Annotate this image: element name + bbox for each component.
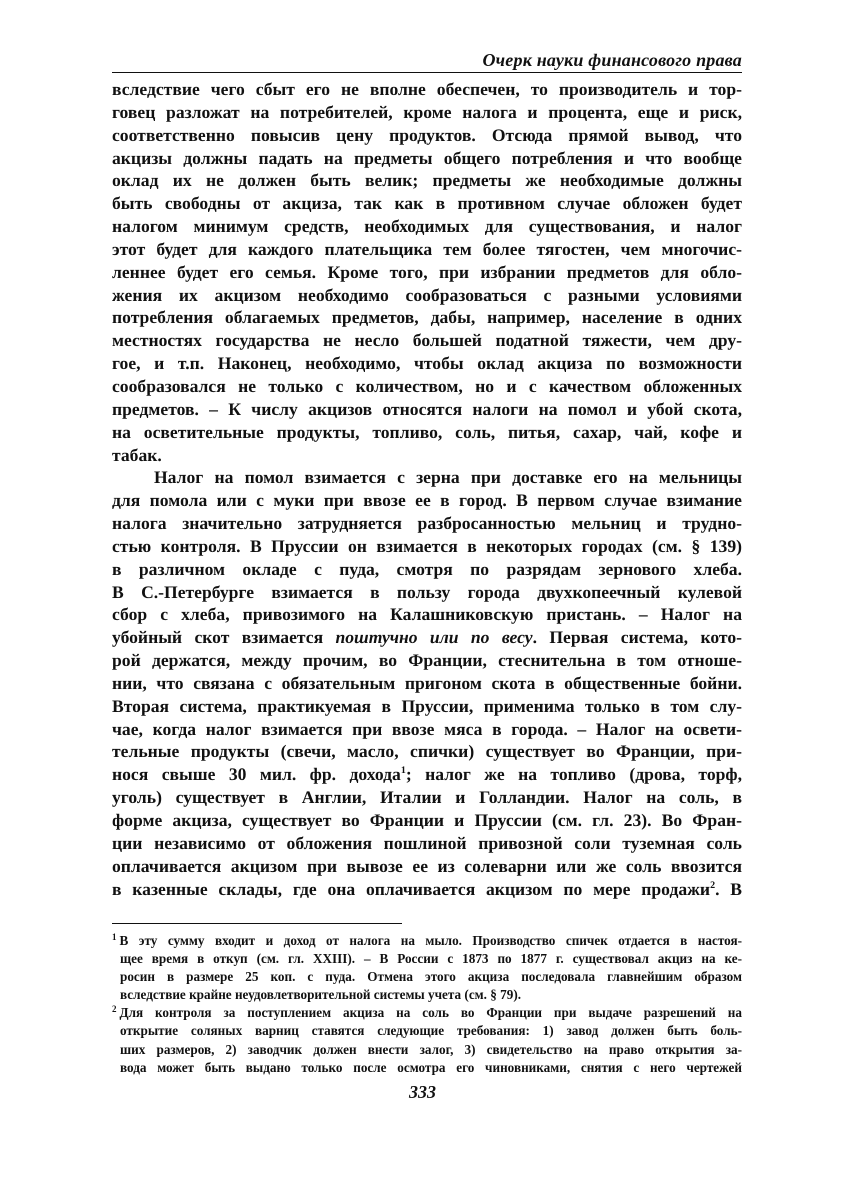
text-run: ; налог же на топливо (дрова, торф,: [405, 764, 742, 785]
text-line: [112, 763, 742, 786]
footnote-2-line: открытие соляных варниц ставятся следующие требования: 1) завод должен быть боль-: [120, 1023, 742, 1039]
header-rule: [112, 72, 742, 73]
footnote-number: 1: [112, 932, 117, 942]
footnote-separator: [112, 923, 402, 924]
footnote-ref-2[interactable]: 2: [710, 879, 716, 891]
footnotes: [112, 932, 742, 1077]
page-number: 333: [409, 1082, 436, 1102]
footnote-1-line: щее время в откуп (см. гл. XXIII). – В России с 1873 по 1877 г. существовал акциз на ке-: [120, 951, 742, 967]
text-line: для помола или с муки при ввозе ее в город. В первом случае взимание: [112, 490, 742, 511]
text-line: сообразовался не только с количеством, но и с качеством обложенных: [112, 375, 742, 396]
footnote-2-line: ших размеров, 2) заводчик должен внести залог, 3) свидетельство на право открытия за-: [120, 1041, 742, 1057]
text-line: ции независимо от обложения пошлиной привозной соли туземная соль: [112, 832, 742, 853]
text-line: [112, 626, 742, 649]
text-line: оклад их не должен быть велик; предметы же необходимые должны: [112, 170, 742, 191]
text-line: говец разложат на потребителей, кроме налога и процента, еще и риск,: [112, 101, 742, 122]
footnote-1-line: [112, 932, 742, 950]
text-run: нося свыше 30 мил. фр. дохода: [112, 764, 401, 785]
text-run: убойный скот взимается: [112, 627, 336, 648]
footnote-2-line: вода может быть выдано только после осмотра его чиновниками, снятия с него чертежей: [120, 1059, 742, 1075]
text-line: предметов. – К числу акцизов относятся налоги на помол и убой скота,: [112, 398, 742, 419]
footnote-ref-1[interactable]: 1: [400, 765, 406, 777]
footnote-number: 2: [112, 1004, 117, 1015]
text-run: в казенные склады, где она оплачивается акцизом по мере продажи: [112, 878, 711, 899]
text-line: налога значительно затрудняется разбросанностью мельниц и трудно-: [112, 513, 742, 534]
text-line: жения их акцизом необходимо сообразоваться с разными условиями: [112, 284, 742, 305]
footnote-2-line: [112, 1004, 742, 1022]
running-header-title: Очерк науки финансового права: [482, 50, 742, 70]
text-line: быть свободны от акциза, так как в противном случае обложен будет: [112, 193, 742, 214]
text-line: сбор с хлеба, привозимого на Калашниковскую пристань. – Налог на: [112, 604, 742, 625]
text-line: тельные продукты (свечи, масло, спички) существует во Франции, при-: [112, 741, 742, 762]
text-line: акцизы должны падать на предметы общего потребления и что вообще: [112, 147, 742, 168]
footnote-1-line: вследствие крайне неудовлетворительной системы учета (см. § 79).: [120, 987, 522, 1003]
text-line: вследствие чего сбыт его не вполне обеспечен, то производитель и тор-: [112, 79, 742, 99]
text-line: В С.-Петербурге взимается в пользу города двухкопеечный кулевой: [112, 581, 742, 602]
text-line: нии, что связана с обязательным пригоном скота в общественные бойни.: [112, 672, 742, 693]
text-line: чае, когда налог взимается при ввозе мяса в города. – Налог на освети-: [112, 718, 742, 739]
text-run: . В: [715, 878, 742, 899]
main-text: [112, 78, 742, 900]
text-line: в различном окладе с пуда, смотря по разрядам зернового хлеба.: [112, 558, 742, 579]
text-line: гое, и т.п. Наконец, необходимо, чтобы оклад акциза по возможности: [112, 353, 742, 374]
footnote-text: В эту сумму входит и доход от налога на мыло. Производство спичек отдается в настоя-: [119, 933, 742, 948]
text-line: Вторая система, практикуемая в Пруссии, применима только в том слу-: [112, 695, 742, 716]
text-line: на осветительные продукты, топливо, соль, питья, сахар, чай, кофе и: [112, 421, 742, 442]
text-line: потребления облагаемых предметов, дабы, например, население в одних: [112, 307, 742, 328]
text-line: рой держатся, между прочим, во Франции, стеснительна в том отноше-: [112, 650, 742, 671]
text-line: табак.: [112, 444, 162, 465]
text-run: . Первая система, кото-: [532, 627, 742, 648]
text-line: этот будет для каждого плательщика тем более тягостен, чем многочис-: [112, 238, 742, 259]
text-line: [112, 878, 742, 901]
text-line: местностях государства не несло большей податной тяжести, чем дру-: [112, 330, 742, 351]
text-line: леннее будет его семья. Кроме того, при избрании предметов для обло-: [112, 261, 742, 282]
italic-text-run: поштучно или по весу: [335, 627, 533, 648]
text-line: стью контроля. В Пруссии он взимается в некоторых городах (см. § 139): [112, 535, 742, 556]
text-line: форме акциза, существует во Франции и Пруссии (см. гл. 23). Во Фран-: [112, 810, 742, 830]
footnote-text: Для контроля за поступлением акциза на соль во Франции при выдаче разрешений на: [119, 1005, 742, 1021]
text-line: налогом минимум средств, необходимых для существования, и налог: [112, 216, 742, 237]
text-line: уголь) существует в Англии, Италии и Голландии. Налог на соль, в: [112, 787, 742, 808]
text-line: соответственно повысив цену продуктов. Отсюда прямой вывод, что: [112, 124, 742, 145]
text-line: оплачивается акцизом при вывозе ее из солеварни или же соль ввозится: [112, 855, 742, 876]
text-line: Налог на помол взимается с зерна при доставке его на мельницы: [154, 467, 742, 488]
footnote-1-line: росин в размере 25 коп. с пуда. Отмена этого акциза последовала главнейшим образом: [120, 969, 742, 985]
